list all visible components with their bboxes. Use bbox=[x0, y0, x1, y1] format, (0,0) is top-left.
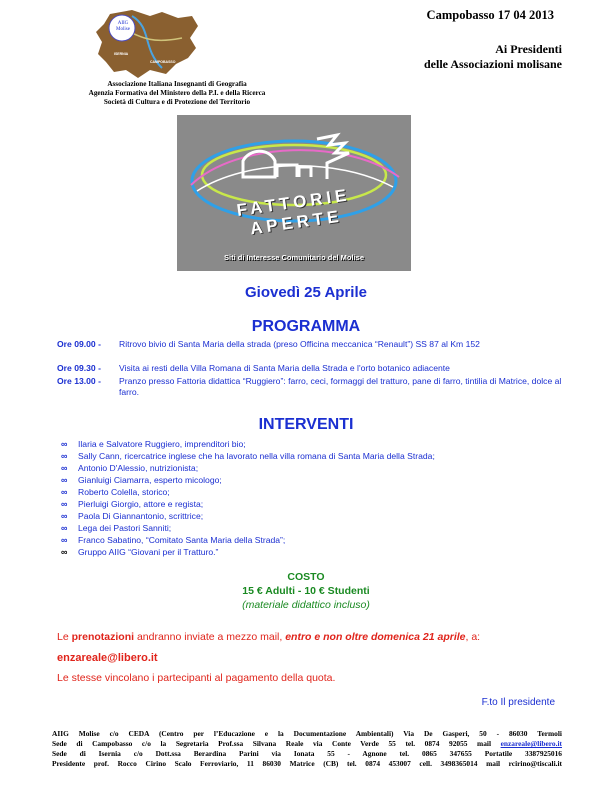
booking-note: Le stesse vincolano i partecipanti al pagamento della quota. bbox=[57, 672, 336, 684]
speaker-text: Antonio D'Alessio, nutrizionista; bbox=[78, 463, 199, 473]
recipient-line: delle Associazioni molisane bbox=[424, 57, 562, 71]
aiig-molise-logo bbox=[92, 8, 202, 80]
fattorie-aperte-banner bbox=[177, 115, 411, 271]
speaker-text: Sally Cann, ricercatrice inglese che ha lavorato nella villa romana di Santa Maria della Strada; bbox=[78, 451, 435, 461]
infinity-bullet-icon: ∞ bbox=[61, 487, 68, 497]
infinity-bullet-icon: ∞ bbox=[61, 547, 68, 557]
infinity-bullet-icon: ∞ bbox=[61, 439, 68, 449]
booking-text: , a: bbox=[465, 631, 481, 643]
banner-title: FATTORIE APERTE bbox=[235, 185, 352, 239]
program-text: Ritrovo bivio di Santa Maria della strada (preso Officina meccanica “Renault”) SS 87 al Km 152 bbox=[119, 339, 480, 349]
booking-deadline: entro e non oltre domenica 21 aprile bbox=[285, 631, 466, 643]
list-item bbox=[61, 486, 561, 498]
list-item bbox=[61, 522, 561, 534]
program-item bbox=[57, 339, 562, 363]
recipient-line: Ai Presidenti bbox=[495, 42, 562, 56]
infinity-bullet-icon: ∞ bbox=[61, 535, 68, 545]
infinity-bullet-icon: ∞ bbox=[61, 451, 68, 461]
booking-text: andranno inviate a mezzo mail, bbox=[134, 631, 286, 643]
infinity-bullet-icon: ∞ bbox=[61, 511, 68, 521]
speaker-text: Paola Di Giannantonio, scrittrice; bbox=[78, 511, 204, 521]
org-line: Agenzia Formativa del Ministero della P.I. e della Ricerca bbox=[88, 89, 266, 97]
org-line: Società di Cultura e di Protezione del Territorio bbox=[103, 98, 251, 106]
infinity-bullet-icon: ∞ bbox=[61, 463, 68, 473]
programma-title: PROGRAMMA bbox=[251, 318, 361, 335]
interventi-title: INTERVENTI bbox=[258, 416, 354, 433]
list-item bbox=[61, 438, 561, 450]
program-time: Ore 09.00 - bbox=[57, 339, 101, 349]
logo-city-campobasso: CAMPOBASSO bbox=[150, 60, 176, 64]
event-date: Giovedì 25 Aprile bbox=[245, 284, 367, 301]
speaker-text: Ilaria e Salvatore Ruggiero, imprenditori bio; bbox=[78, 439, 246, 449]
program-time: Ore 09.30 - bbox=[57, 363, 101, 373]
logo-inner-label: AIIG Molise bbox=[116, 21, 130, 32]
list-item bbox=[61, 474, 561, 486]
speaker-text: Lega dei Pastori Sanniti; bbox=[78, 523, 172, 533]
list-item bbox=[61, 462, 561, 474]
program-item bbox=[57, 363, 562, 375]
speaker-text: Gruppo AIIG “Giovani per il Tratturo.” bbox=[78, 547, 219, 557]
booking-email-link[interactable]: enzareale@libero.it bbox=[57, 652, 158, 664]
letter-date: Campobasso 17 04 2013 bbox=[426, 8, 554, 22]
program-text: Visita ai resti della Villa Romana di Santa Maria della Strada e l'orto botanico adiacente bbox=[119, 363, 450, 373]
costo-title: COSTO bbox=[287, 571, 325, 583]
program-text: Pranzo presso Fattoria didattica “Ruggiero”: farro, ceci, formaggi del tratturo, pane di farro, tintilia di Matrice, dolce al farro. bbox=[119, 376, 562, 397]
speaker-text: Gianluigi Ciamarra, esperto micologo; bbox=[78, 475, 222, 485]
footer-text: Sede di Campobasso c/o la Segretaria Prof.ssa Silvana Reale via Conte Verde 55 tel. 0874 92055 mail bbox=[52, 739, 501, 748]
costo-note: (materiale didattico incluso) bbox=[242, 599, 370, 611]
list-item bbox=[61, 510, 561, 522]
banner-subtitle: Siti di Interesse Comunitario del Molise bbox=[223, 253, 365, 262]
footer-line: AIIG Molise c/o CEDA (Centro per l’Educazione e la Documentazione Ambientali) Via De Gasperi, 50 - 86030 Termoli bbox=[52, 729, 562, 738]
speaker-text: Franco Sabatino, “Comitato Santa Maria della Strada”; bbox=[78, 535, 286, 545]
list-item bbox=[61, 498, 561, 510]
org-line: Associazione Italiana Insegnanti di Geografia bbox=[107, 80, 247, 88]
booking-text: Le bbox=[57, 631, 72, 643]
list-item bbox=[61, 534, 561, 546]
logo-city-isernia: ISERNIA bbox=[114, 52, 129, 56]
infinity-bullet-icon: ∞ bbox=[61, 523, 68, 533]
booking-info bbox=[57, 631, 577, 643]
recipient-block bbox=[424, 42, 562, 72]
booking-bold: prenotazioni bbox=[71, 631, 135, 643]
speaker-list bbox=[61, 438, 561, 558]
organization-lines bbox=[72, 80, 282, 107]
signature: F.to Il presidente bbox=[481, 697, 555, 708]
program-item bbox=[57, 376, 562, 400]
footer-line bbox=[52, 739, 562, 749]
footer-line: Presidente prof. Rocco Cirino Scalo Ferroviario, 11 86030 Matrice (CB) tel. 0874 453007 cell. 3498365014 mail rcirino@tiscali.it bbox=[52, 759, 562, 768]
list-item bbox=[61, 546, 561, 558]
list-item bbox=[61, 450, 561, 462]
costo-prices: 15 € Adulti - 10 € Studenti bbox=[242, 585, 370, 597]
footer bbox=[52, 729, 562, 769]
speaker-text: Pierluigi Giorgio, attore e regista; bbox=[78, 499, 204, 509]
infinity-bullet-icon: ∞ bbox=[61, 499, 68, 509]
footer-line: Sede di Isernia c/o Dott.ssa Berardina Parini via Ionata 55 - Agnone tel. 0865 347655 Portatile 3387925016 bbox=[52, 749, 562, 758]
infinity-bullet-icon: ∞ bbox=[61, 475, 68, 485]
program-time: Ore 13.00 - bbox=[57, 376, 101, 386]
footer-email-link[interactable]: enzareale@libero.it bbox=[500, 739, 562, 748]
speaker-text: Roberto Colella, storico; bbox=[78, 487, 170, 497]
